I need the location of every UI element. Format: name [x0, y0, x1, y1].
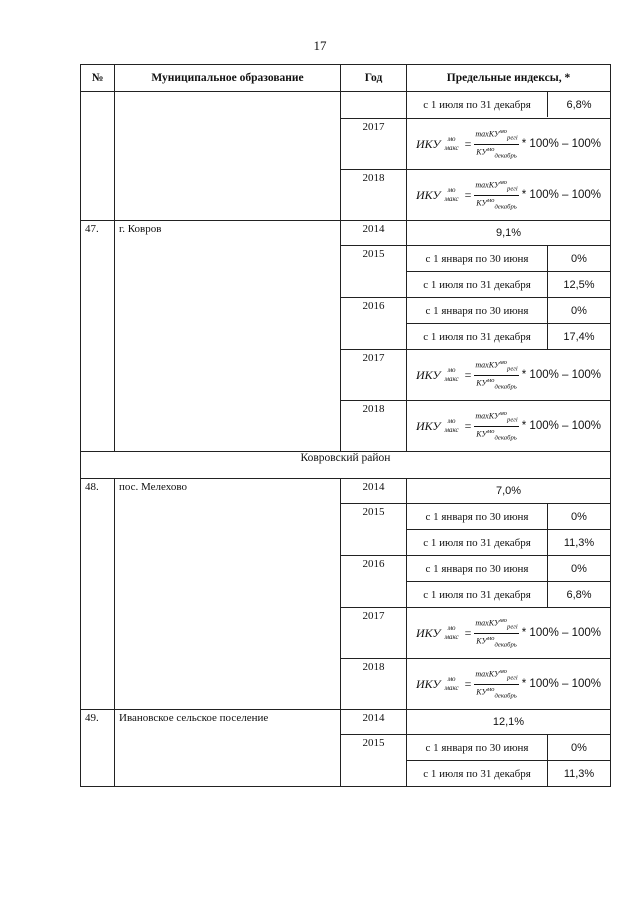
header-num: № — [81, 65, 115, 92]
year-cell: 2018 — [341, 659, 407, 710]
header-year: Год — [341, 65, 407, 92]
index-value: 12,1% — [407, 710, 611, 735]
formula-equals: = — [464, 625, 472, 640]
municipality-cell — [115, 92, 341, 221]
period-label: с 1 января по 30 июня — [407, 298, 548, 324]
table-header — [81, 65, 611, 92]
formula-fraction: $\frac{\max KУ^{мо}_{pегi}}{КУ^{мо}_{декабрь}}$ — [475, 668, 518, 699]
formula — [407, 659, 610, 709]
num-cell: 49. — [81, 710, 115, 787]
year-cell: 2016 — [341, 556, 407, 608]
year-cell — [341, 92, 407, 119]
index-cell — [407, 735, 611, 787]
year-cell: 2014 — [341, 710, 407, 735]
formula — [407, 350, 610, 400]
index-cell — [407, 504, 611, 556]
formula-lhs-index: мо макс — [444, 417, 459, 434]
formula-equals: = — [464, 676, 472, 691]
region-row — [81, 452, 611, 479]
year-cell: 2017 — [341, 350, 407, 401]
table-row — [81, 710, 611, 735]
index-value: 7,0% — [407, 479, 611, 504]
formula-fraction: $\frac{\max KУ^{мо}_{pегi}}{КУ^{мо}_{декабрь}}$ — [475, 179, 518, 210]
formula-lhs: ИКУ — [415, 187, 441, 202]
page-number: 17 — [313, 38, 327, 53]
index-value: 0% — [548, 298, 611, 324]
index-value: 12,5% — [563, 278, 595, 291]
formula-fraction: $\frac{\max KУ^{мо}_{pегi}}{КУ^{мо}_{декабрь}}$ — [475, 359, 518, 390]
formula — [407, 170, 610, 220]
index-cell — [407, 556, 611, 608]
period-label: с 1 июля по 31 декабря — [407, 761, 548, 787]
formula — [407, 401, 610, 451]
table-row — [81, 92, 611, 119]
formula-lhs-index: мо макс — [444, 675, 459, 692]
year-cell: 2018 — [341, 170, 407, 221]
index-value: 11,3% — [563, 767, 595, 780]
index-value: 6,8% — [566, 98, 592, 111]
formula-cell — [407, 401, 611, 452]
period-label: с 1 июля по 31 декабря — [407, 324, 548, 350]
formula-lhs-index: мо макс — [444, 624, 459, 641]
formula-rest: * 100% – 100% — [521, 189, 602, 201]
year-cell: 2017 — [341, 608, 407, 659]
year-cell: 2015 — [341, 735, 407, 787]
formula-lhs-index: мо макс — [444, 186, 459, 203]
formula-lhs-index: мо макс — [444, 366, 459, 383]
formula-rest: * 100% – 100% — [521, 420, 602, 432]
year-cell: 2015 — [341, 504, 407, 556]
formula-lhs: ИКУ — [415, 625, 441, 640]
formula-rest: * 100% – 100% — [521, 678, 602, 690]
table-row — [81, 221, 611, 246]
index-value: 17,4% — [563, 330, 595, 343]
formula-equals: = — [464, 136, 472, 151]
period-label: с 1 июля по 31 декабря — [407, 92, 548, 117]
formula-rest: * 100% – 100% — [521, 369, 602, 381]
year-cell: 2014 — [341, 221, 407, 246]
index-value: 11,3% — [563, 536, 595, 549]
formula-equals: = — [464, 418, 472, 433]
formula-equals: = — [464, 187, 472, 202]
period-label: с 1 июля по 31 декабря — [407, 272, 548, 298]
formula-lhs: ИКУ — [415, 136, 441, 151]
period-label: с 1 января по 30 июня — [407, 735, 548, 761]
formula-lhs-index: мо макс — [444, 135, 459, 152]
period-label: с 1 июля по 31 декабря — [407, 530, 548, 556]
num-cell — [81, 92, 115, 221]
index-value: 9,1% — [407, 221, 611, 246]
period-label: с 1 января по 30 июня — [407, 246, 548, 272]
formula-cell — [407, 608, 611, 659]
index-cell — [407, 92, 611, 119]
index-value: 0% — [548, 735, 611, 761]
year-cell: 2014 — [341, 479, 407, 504]
indices-table — [80, 64, 611, 787]
num-cell: 47. — [81, 221, 115, 452]
index-cell — [407, 298, 611, 350]
year-cell: 2015 — [341, 246, 407, 298]
header-municipality: Муниципальное образование — [115, 65, 341, 92]
header-indices: Предельные индексы, * — [407, 65, 611, 92]
region-title: Ковровский район — [81, 452, 611, 479]
index-value: 0% — [548, 556, 611, 582]
formula-fraction: $\frac{\max KУ^{мо}_{pегi}}{КУ^{мо}_{декабрь}}$ — [475, 617, 518, 648]
formula-cell — [407, 170, 611, 221]
formula-cell — [407, 659, 611, 710]
period-label: с 1 января по 30 июня — [407, 556, 548, 582]
year-cell: 2018 — [341, 401, 407, 452]
index-cell — [407, 246, 611, 298]
formula-fraction: $\frac{\max KУ^{мо}_{pегi}}{КУ^{мо}_{декабрь}}$ — [475, 410, 518, 441]
year-cell: 2017 — [341, 119, 407, 170]
year-cell: 2016 — [341, 298, 407, 350]
municipality-cell: пос. Мелехово — [115, 479, 341, 710]
formula-rest: * 100% – 100% — [521, 627, 602, 639]
formula-fraction: $\frac{\max KУ^{мо}_{pегi}}{КУ^{мо}_{декабрь}}$ — [475, 128, 518, 159]
formula-cell — [407, 119, 611, 170]
index-value: 0% — [548, 246, 611, 272]
formula-lhs: ИКУ — [415, 367, 441, 382]
formula-rest: * 100% – 100% — [521, 138, 602, 150]
formula — [407, 119, 610, 169]
formula — [407, 608, 610, 658]
formula-equals: = — [464, 367, 472, 382]
municipality-cell: г. Ковров — [115, 221, 341, 452]
formula-cell — [407, 350, 611, 401]
municipality-cell: Ивановское сельское поселение — [115, 710, 341, 787]
index-value: 6,8% — [566, 588, 592, 601]
formula-lhs: ИКУ — [415, 418, 441, 433]
index-value: 0% — [548, 504, 611, 530]
formula-lhs: ИКУ — [415, 676, 441, 691]
period-label: с 1 июля по 31 декабря — [407, 582, 548, 608]
table-row — [81, 479, 611, 504]
num-cell: 48. — [81, 479, 115, 710]
period-label: с 1 января по 30 июня — [407, 504, 548, 530]
